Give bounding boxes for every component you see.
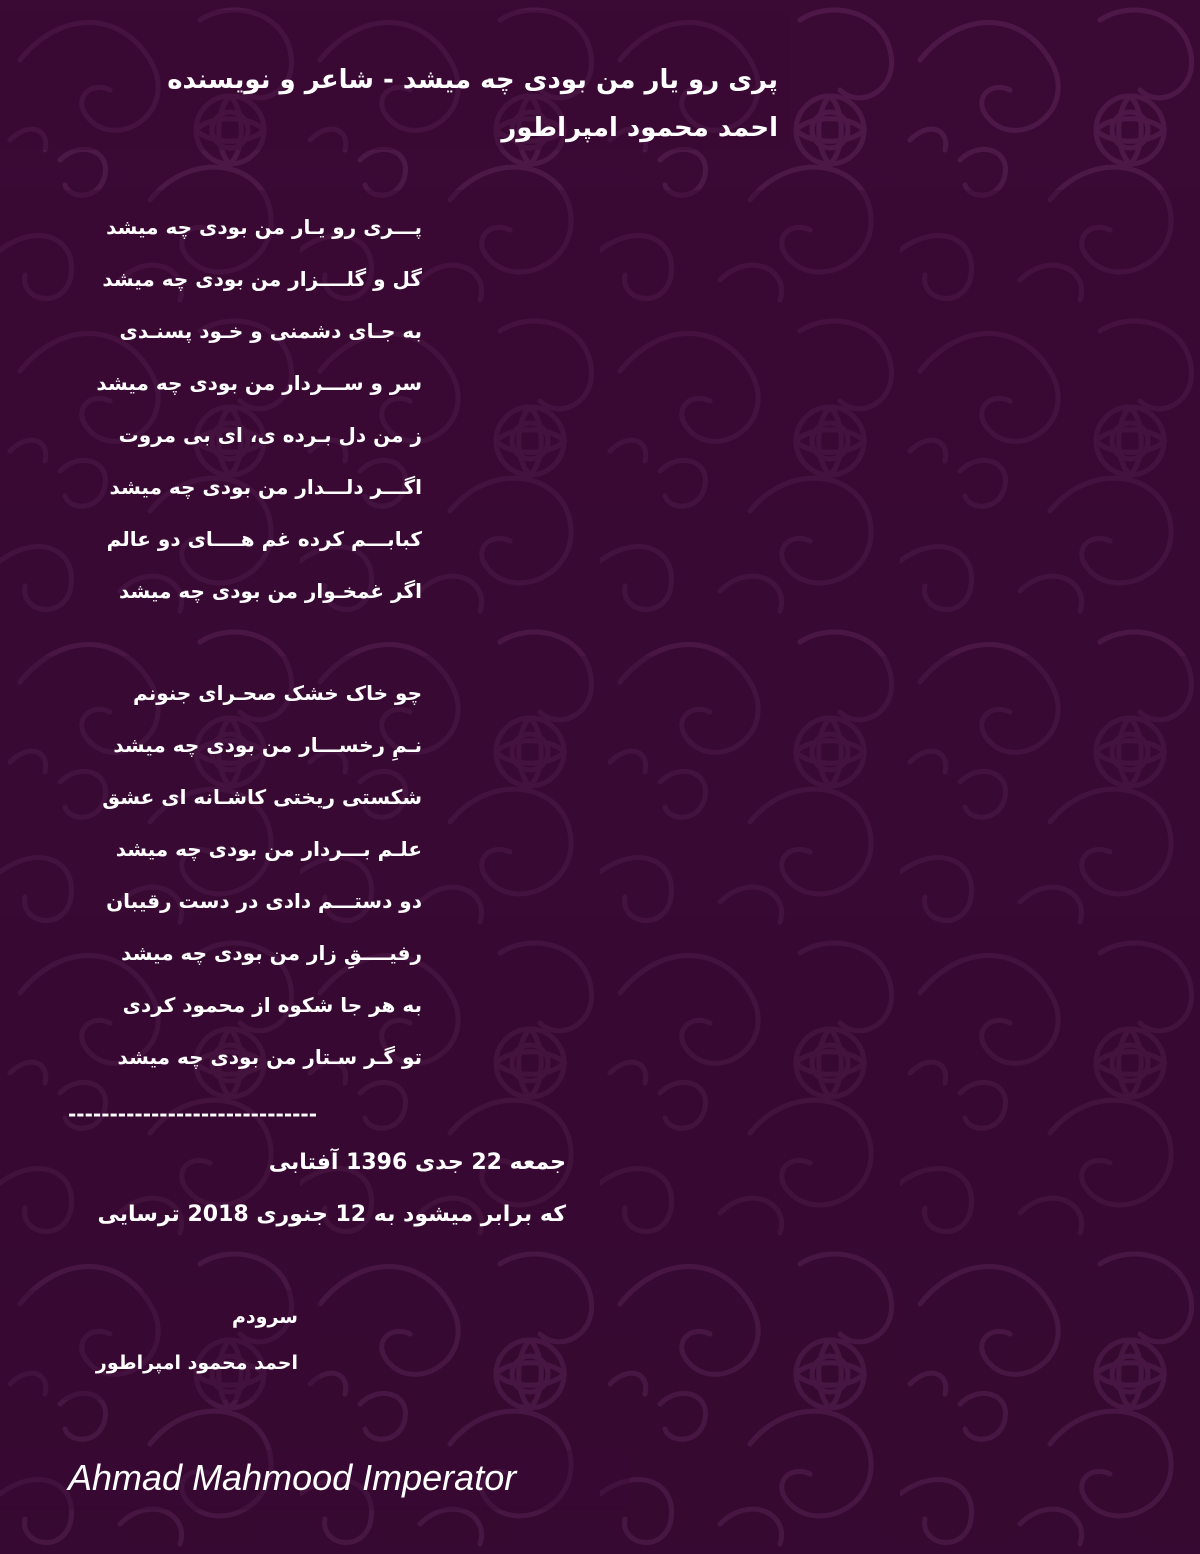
poem-line: کبابـــم کرده غم هــــای دو عالم xyxy=(106,527,422,551)
poem-line: به هر جا شکوه از محمود کردی xyxy=(122,993,422,1017)
poem-line: چو خاک خشک صحـرای جنونم xyxy=(133,681,422,705)
signature-name: احمد محمود امپراطور xyxy=(95,1352,298,1374)
poem-line: اگـــر دلـــدار من بودی چه میشد xyxy=(109,475,422,499)
poem-line: تو گـر سـتار من بودی چه میشد xyxy=(117,1045,422,1069)
title-line-2: احمد محمود امپراطور xyxy=(501,113,778,143)
poem-line: پـــری رو یـار من بودی چه میشد xyxy=(106,215,422,239)
poem-stanza-1 xyxy=(0,201,422,617)
poem-stanza-2 xyxy=(0,667,422,1083)
title-line-1: پری رو یار من بودی چه میشد - شاعر و نویسنده xyxy=(167,65,778,95)
poem-line: رفیــــقِ زار من بودی چه میشد xyxy=(121,941,422,965)
dashed-divider: ------------------------------ xyxy=(68,1102,318,1126)
poem-date xyxy=(0,1137,566,1241)
poem-line: ز من دل بـرده ی، ای بی مروت xyxy=(118,423,422,447)
poem-line: دو دستـــم دادی در دست رقیبان xyxy=(106,889,422,913)
poem-line: گل و گلــــزار من بودی چه میشد xyxy=(102,267,422,291)
poem-line: علـم بـــردار من بودی چه میشد xyxy=(115,837,422,861)
signature-label: سرودم xyxy=(232,1306,298,1328)
poem-signature xyxy=(0,1294,298,1386)
date-line-solar: جمعه 22 جدی 1396 آفتابی xyxy=(268,1150,566,1175)
poem-line: به جـای دشمنی و خـود پسنـدی xyxy=(119,319,422,343)
author-name-english: Ahmad Mahmood Imperator xyxy=(68,1457,517,1498)
date-line-gregorian: که برابر میشود به 12 جنوری 2018 ترسایی xyxy=(97,1202,566,1227)
poem-line: سر و ســـردار من بودی چه میشد xyxy=(96,371,422,395)
poem-line: شکستی ریختی کاشـانه ای عشق xyxy=(102,785,422,809)
poem-line: نـمِ رخســـار من بودی چه میشد xyxy=(113,733,422,757)
poem-line: اگر غمخـوار من بودی چه میشد xyxy=(119,579,422,603)
page-title xyxy=(0,56,778,152)
